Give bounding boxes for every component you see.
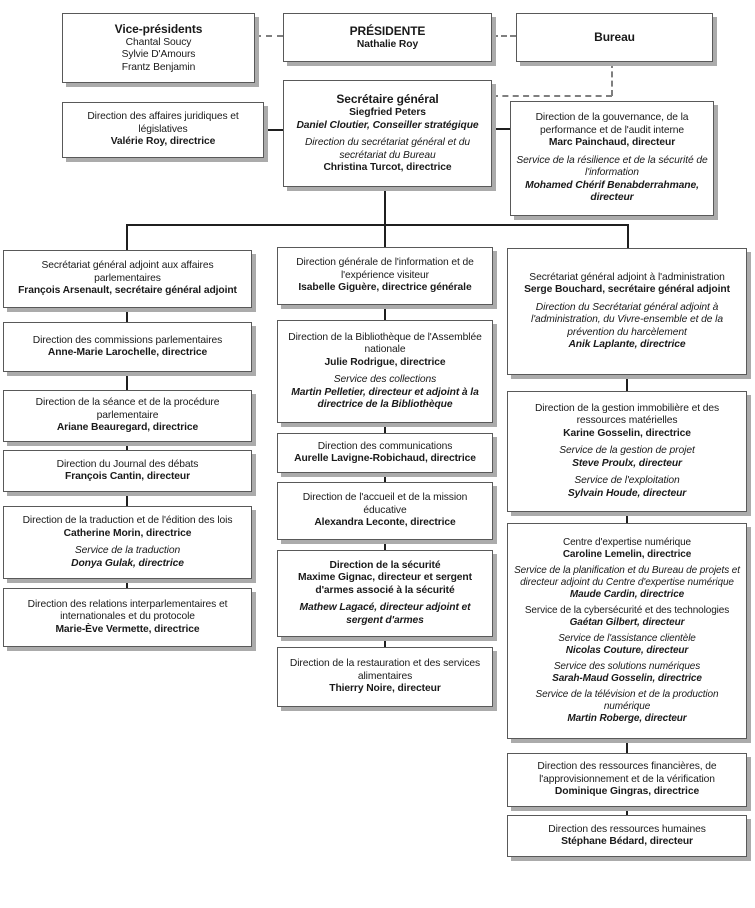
connector-drop-left <box>126 224 128 251</box>
text-line: Siegfried Peters <box>349 107 426 119</box>
connector-sg-juridiques <box>264 129 283 131</box>
text-line: Direction de la Bibliothèque de l'Assemblée nationale <box>288 331 482 355</box>
connector-trunk-horizontal <box>126 224 629 226</box>
text-line: Direction générale de l'information et de l'expérience visiteur <box>296 257 474 281</box>
box-securite <box>277 550 493 637</box>
box-presidente <box>283 13 492 62</box>
box-journal-debats <box>3 450 252 492</box>
text-line: Centre d'expertise numérique <box>562 537 692 548</box>
box-gouvernance <box>510 101 714 216</box>
text-line: Direction des ressources financières, de l'approvisionnement et de la vérification <box>537 761 717 785</box>
connector-r1-r2 <box>626 375 628 392</box>
text-line: Secrétariat général adjoint à l'administration <box>529 271 725 283</box>
text-line: Direction du Secrétariat général adjoint à l'administration, du Vivre-ensemble et de la prévention du harcèlement <box>531 301 723 338</box>
box-traduction-edition <box>3 506 252 579</box>
box-seance-procedure <box>3 390 252 442</box>
text-line: Direction de la séance et de la procédure parlementaire <box>35 397 220 421</box>
text-line: Service de l'assistance clientèle <box>558 633 696 644</box>
text-line: Direction de la restauration et des services alimentaires <box>289 658 481 682</box>
connector-bureau-down <box>611 62 613 96</box>
text-line: Direction des communications <box>317 440 453 452</box>
box-info-visiteur <box>277 247 493 305</box>
text-line: Service des solutions numériques <box>553 661 701 672</box>
text-line: Frantz Benjamin <box>121 61 196 73</box>
text-line: Daniel Cloutier, Conseiller stratégique <box>296 119 479 131</box>
text-line: Gaétan Gilbert, directeur <box>569 617 685 628</box>
text-line: Secrétariat général adjoint aux affaires parlementaires <box>41 260 214 284</box>
box-relations-protocole <box>3 588 252 647</box>
text-line: PRÉSIDENTE <box>349 23 426 38</box>
box-ressources-financieres <box>507 753 747 807</box>
box-communications <box>277 433 493 473</box>
text-line: Service de la gestion de projet <box>559 445 695 457</box>
connector-m1-m2 <box>384 305 386 321</box>
connector-sg-gouvernance <box>492 128 510 130</box>
box-vice-presidents <box>62 13 255 83</box>
box-commissions <box>3 322 252 372</box>
text-line: Serge Bouchard, secrétaire général adjoint <box>524 284 730 295</box>
text-line: Marc Painchaud, directeur <box>548 137 676 149</box>
text-line: Anik Laplante, directrice <box>568 339 686 350</box>
text-line: Catherine Morin, directrice <box>63 527 192 539</box>
text-line: Direction des ressources humaines <box>548 823 706 835</box>
text-line: Service de la résilience et de la sécurité de l'information <box>516 154 708 179</box>
text-line: Service des collections <box>333 374 437 385</box>
text-line: Julie Rodrigue, directrice <box>324 356 446 368</box>
text-line: Isabelle Giguère, directrice générale <box>298 282 472 294</box>
text-line: Mohamed Chérif Benabderrahmane, directeur <box>525 179 699 204</box>
text-line: Caroline Lemelin, directrice <box>562 549 692 560</box>
text-line: Direction des commissions parlementaires <box>32 334 223 346</box>
text-line: Direction de l'accueil et de la mission éducative <box>302 492 468 516</box>
box-secretaire-general <box>283 80 492 187</box>
text-line: Sylvie D'Amours <box>121 49 196 61</box>
connector-drop-middle <box>384 224 386 248</box>
text-line: Direction des relations interparlementaires et internationales et du protocole <box>27 598 228 623</box>
text-line: Direction des affaires juridiques et législatives <box>87 111 239 135</box>
text-line: Ariane Beauregard, directrice <box>56 422 199 434</box>
connector-l2-l3 <box>126 372 128 390</box>
box-accueil-educative <box>277 482 493 540</box>
box-ressources-humaines <box>507 815 747 857</box>
text-line: Nathalie Roy <box>356 38 419 50</box>
text-line: Mathew Lagacé, directeur adjoint et sergent d'armes <box>299 602 471 626</box>
text-line: Service de la planification et du Bureau de projets et directeur adjoint du Centre d'expertise numérique <box>514 565 740 588</box>
connector-presidente-bureau <box>492 35 516 37</box>
text-line: Direction de la traduction et de l'édition des lois <box>22 515 233 526</box>
connector-drop-right <box>627 224 629 249</box>
connector-l4-l5 <box>126 492 128 507</box>
text-line: Vice-présidents <box>114 21 203 36</box>
text-line: Thierry Noire, directeur <box>329 683 441 695</box>
connector-l1-l2 <box>126 308 128 323</box>
text-line: Direction du Journal des débats <box>56 458 199 470</box>
text-line: François Cantin, directeur <box>65 471 190 482</box>
text-line: Stéphane Bédard, directeur <box>561 836 693 847</box>
text-line: François Arsenault, secrétaire général adjoint <box>18 285 237 297</box>
text-line: Service de la cybersécurité et des technologies <box>524 605 730 616</box>
text-line: Donya Gulak, directrice <box>71 557 184 569</box>
text-line: Marie-Ève Vermette, directrice <box>55 623 200 635</box>
box-sga-parlementaires <box>3 250 252 308</box>
text-line: Anne-Marie Larochelle, directrice <box>47 347 208 358</box>
box-bibliotheque <box>277 320 493 423</box>
connector-trunk-vertical <box>384 187 386 225</box>
text-line: Maxime Gignac, directeur et sergent d'armes associé à la sécurité <box>298 572 472 596</box>
box-bureau <box>516 13 713 62</box>
text-line: Sylvain Houde, directeur <box>567 487 687 499</box>
text-line: Martin Roberge, directeur <box>567 713 687 724</box>
connector-r3-r4 <box>626 739 628 754</box>
text-line: Direction du secrétariat général et du secrétariat du Bureau <box>304 137 471 161</box>
text-line: Sarah-Maud Gosselin, directrice <box>552 673 702 684</box>
text-line: Direction de la gouvernance, de la performance et de l'audit interne <box>535 112 689 136</box>
box-restauration <box>277 647 493 707</box>
text-line: Nicolas Couture, directeur <box>565 645 689 656</box>
text-line: Martin Pelletier, directeur et adjoint à la directrice de la Bibliothèque <box>291 386 479 410</box>
box-sga-administration <box>507 248 747 375</box>
text-line: Aurelle Lavigne-Robichaud, directrice <box>294 453 476 464</box>
text-line: Steve Proulx, directeur <box>572 457 682 469</box>
text-line: Karine Gosselin, directrice <box>563 427 691 439</box>
text-line: Direction de la sécurité <box>329 559 441 571</box>
text-line: Service de la traduction <box>74 545 181 556</box>
box-gestion-immobiliere <box>507 391 747 512</box>
text-line: Dominique Gingras, directrice <box>554 786 700 798</box>
text-line: Chantal Soucy <box>125 36 192 48</box>
box-expertise-numerique <box>507 523 747 739</box>
text-line: Maude Cardin, directrice <box>569 589 685 600</box>
text-line: Service de la télévision et de la production numérique <box>535 689 719 712</box>
text-line: Christina Turcot, directrice <box>323 162 452 174</box>
text-line: Alexandra Leconte, directrice <box>314 517 456 529</box>
text-line: Direction de la gestion immobilière et des ressources matérielles <box>534 402 720 427</box>
connector-bureau-sg <box>492 95 612 97</box>
text-line: Secrétaire général <box>336 92 439 107</box>
text-line: Valérie Roy, directrice <box>110 136 216 148</box>
connector-vp-presidente <box>255 35 283 37</box>
box-affaires-juridiques <box>62 102 264 158</box>
text-line: Bureau <box>594 30 635 44</box>
text-line: Service de l'exploitation <box>574 475 680 487</box>
